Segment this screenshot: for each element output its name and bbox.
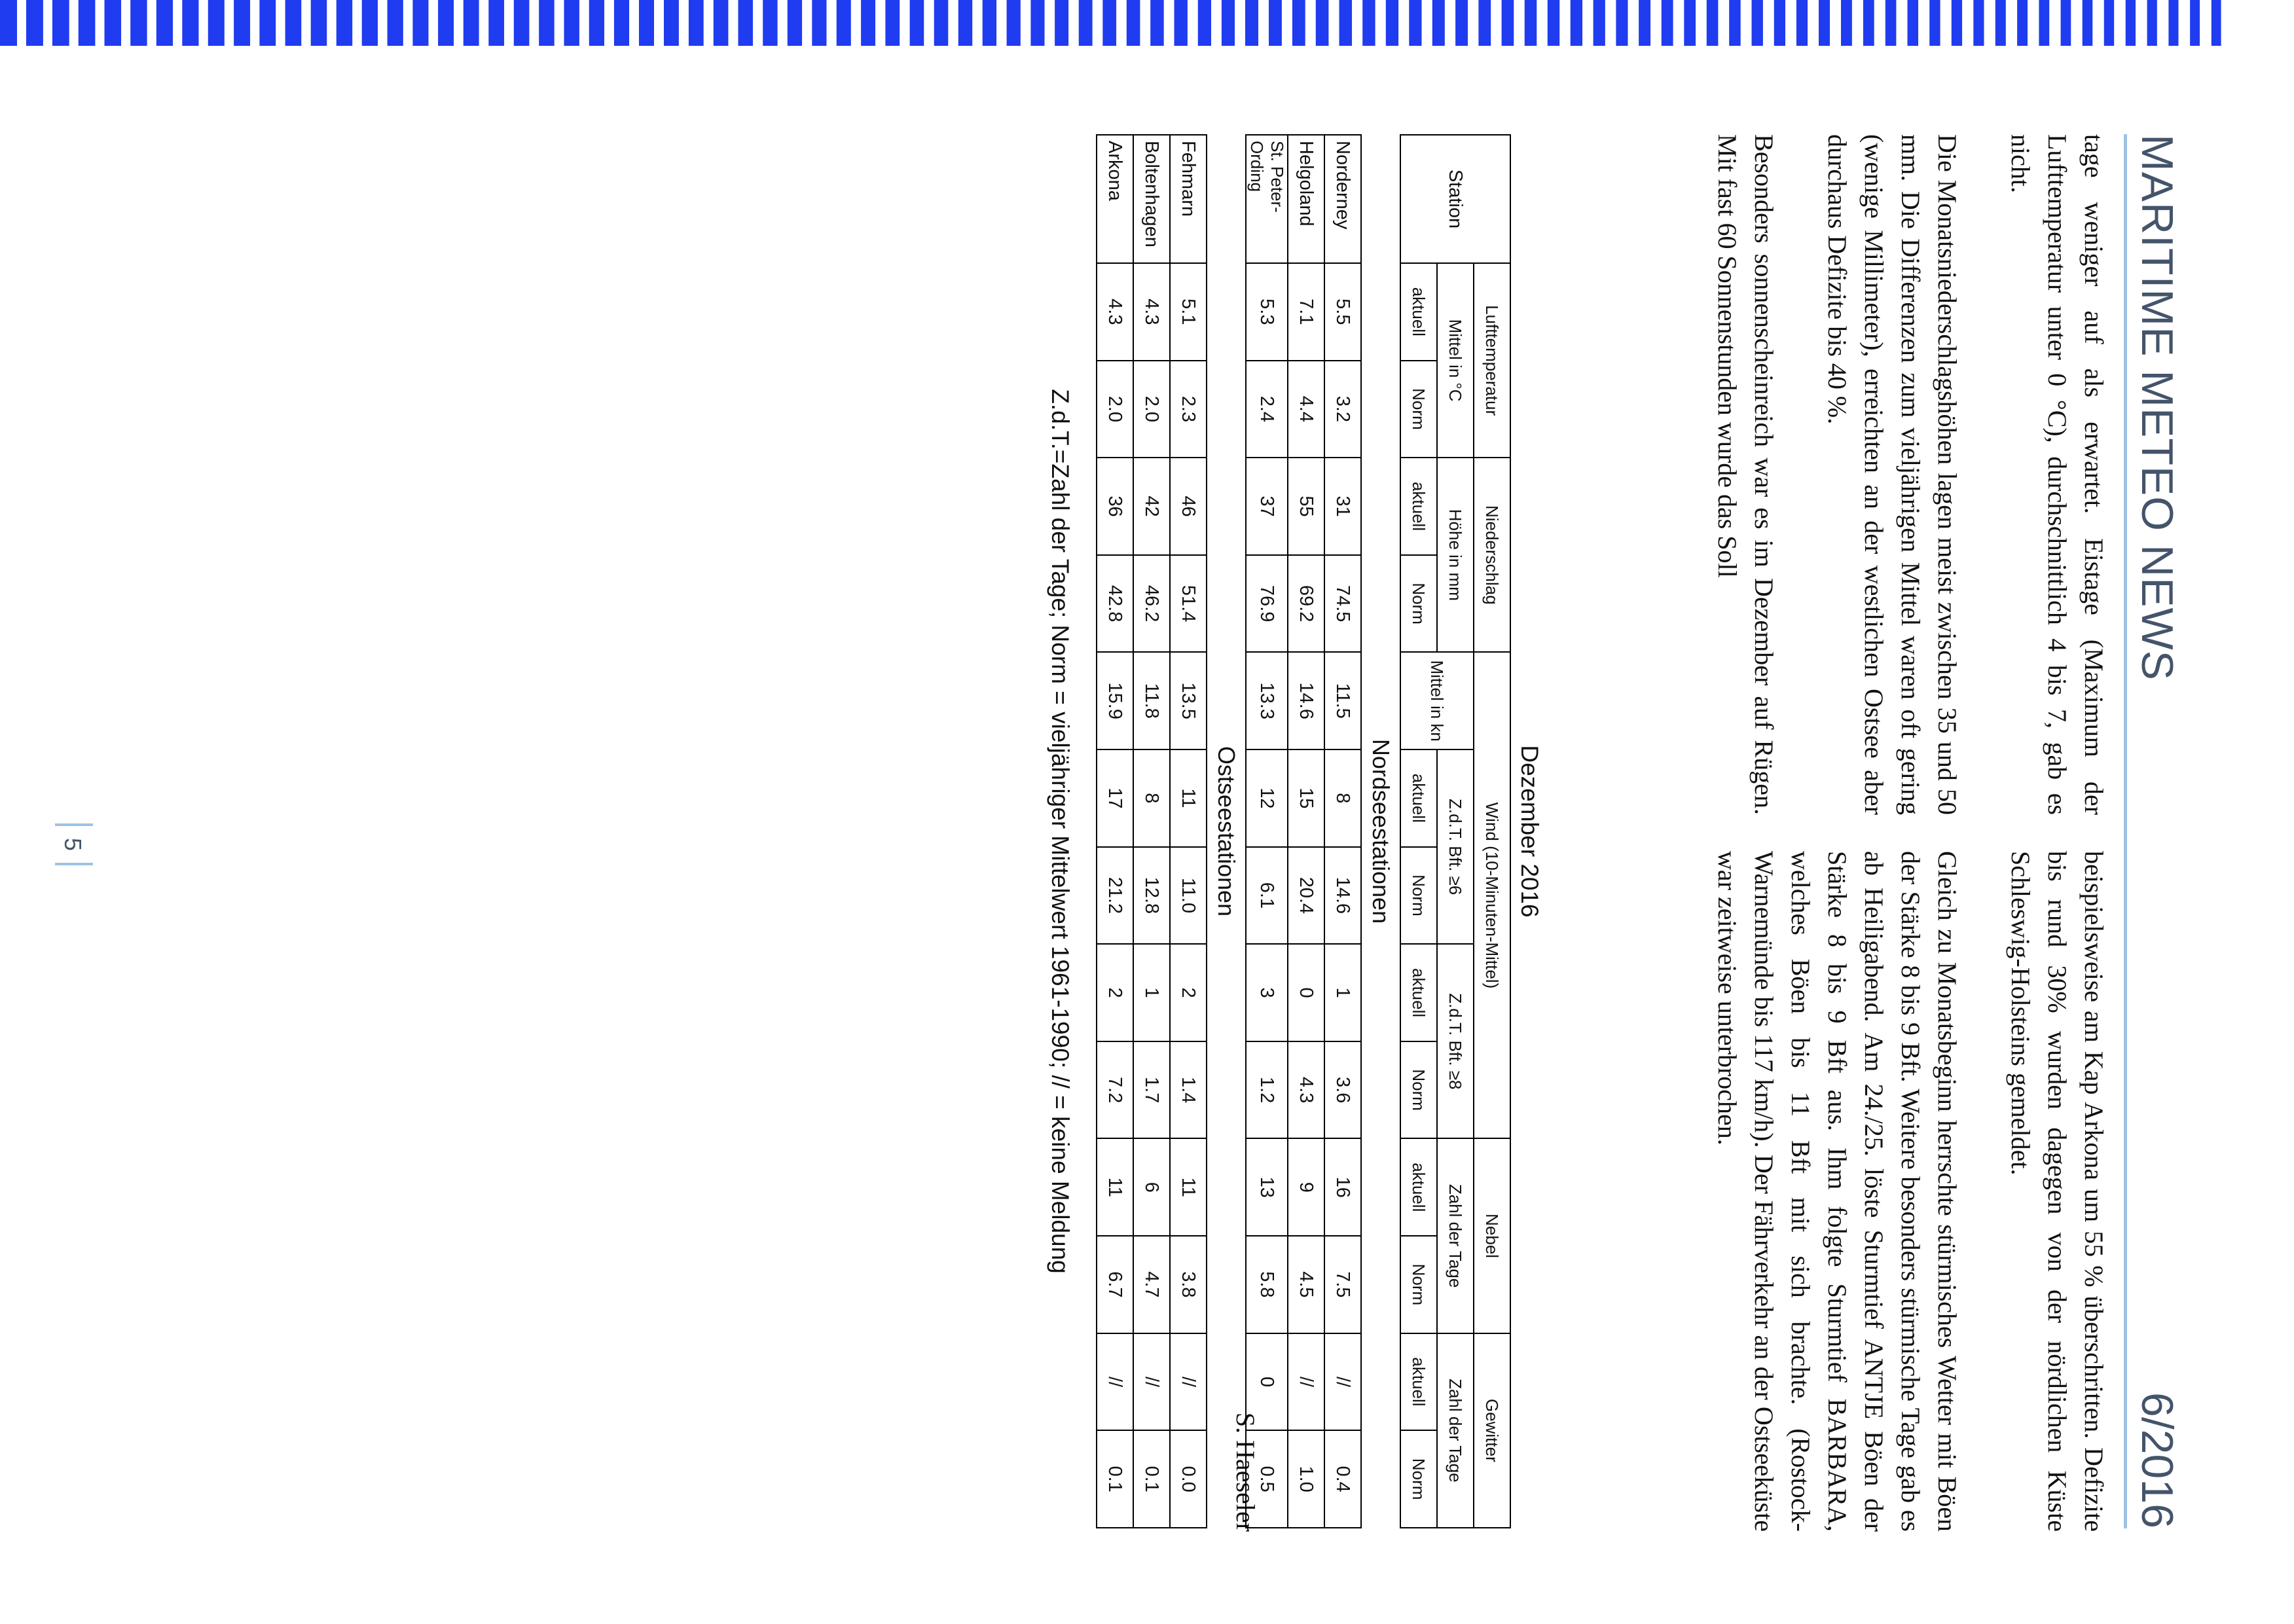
- table-cell: 2: [1097, 944, 1133, 1041]
- table-cell: 1.4: [1170, 1041, 1207, 1139]
- precip-height-header: Höhe in mm: [1437, 458, 1474, 652]
- table-cell: 0: [1288, 944, 1324, 1041]
- norm-header: Norm: [1400, 1430, 1437, 1528]
- table-cell: 2.4: [1246, 361, 1288, 458]
- header-rule: [2124, 134, 2127, 1528]
- table-row: [1324, 135, 1361, 1528]
- actual-header: aktuell: [1400, 1333, 1437, 1431]
- table-cell: 5.3: [1246, 263, 1288, 361]
- table-cell: 51.4: [1170, 555, 1207, 653]
- table-cell: 4.4: [1288, 361, 1324, 458]
- table-cell: //: [1133, 1333, 1170, 1431]
- table-cell: //: [1324, 1333, 1361, 1431]
- station-name: Boltenhagen: [1133, 135, 1170, 263]
- table-footnote: Z.d.T.=Zahl der Tage; Norm = vieljähriger Mittelwert 1961-1990; // = keine Meldung: [1047, 389, 1074, 1274]
- station-name: St. Peter-Ording: [1246, 135, 1288, 263]
- author-signature: S. Haeseler: [1231, 1412, 1260, 1532]
- table-cell: 1.2: [1246, 1041, 1288, 1139]
- table-cell: 2.3: [1170, 361, 1207, 458]
- fog-days-header: Zahl der Tage: [1437, 1138, 1474, 1333]
- precip-header: Niederschlag: [1474, 458, 1510, 652]
- table-cell: 11: [1097, 1138, 1133, 1236]
- issue-number: 6/2016: [2132, 1392, 2182, 1528]
- table-cell: 5.5: [1324, 263, 1361, 361]
- table-cell: 12: [1246, 749, 1288, 847]
- table-cell: 6.7: [1097, 1236, 1133, 1333]
- temp-header: Lufttemperatur: [1474, 263, 1510, 458]
- norm-header: Norm: [1400, 1041, 1437, 1139]
- table-cell: 6: [1133, 1138, 1170, 1236]
- table-cell: 36: [1097, 458, 1133, 555]
- table-cell: 14.6: [1288, 652, 1324, 749]
- table-cell: //: [1097, 1333, 1133, 1431]
- table-cell: 0: [1246, 1333, 1288, 1431]
- table-cell: 12.8: [1133, 847, 1170, 945]
- newsletter-title: MARITIME METEO NEWS: [2132, 134, 2182, 681]
- thunder-header: Gewitter: [1474, 1333, 1510, 1528]
- table-row: [1170, 135, 1207, 1528]
- table-cell: 46: [1170, 458, 1207, 555]
- actual-header: aktuell: [1400, 263, 1437, 361]
- station-header: Station: [1400, 135, 1510, 263]
- norm-header: Norm: [1400, 361, 1437, 458]
- actual-header: aktuell: [1400, 1138, 1437, 1236]
- actual-header: aktuell: [1400, 458, 1437, 555]
- table-cell: 2: [1170, 944, 1207, 1041]
- table-cell: 2.0: [1097, 361, 1133, 458]
- table-cell: 4.5: [1288, 1236, 1324, 1333]
- table-row: [1097, 135, 1133, 1528]
- table-cell: 4.3: [1133, 263, 1170, 361]
- page-number-text: 5: [60, 837, 86, 852]
- actual-header: aktuell: [1400, 944, 1437, 1041]
- table-cell: 46.2: [1133, 555, 1170, 653]
- station-name: Helgoland: [1288, 135, 1324, 263]
- paragraph: Die Monatsniederschlagshöhen lagen meist zwischen 35 und 50 mm. Die Differenzen zum vieljährigen Mittel waren oft gering (wenige Millimeter), erreichten an der westlichen Ostsee aber durchaus Defizite bis 40 %.: [1823, 134, 1962, 815]
- table-cell: 11: [1170, 749, 1207, 847]
- actual-header: aktuell: [1400, 749, 1437, 847]
- table-cell: 21.2: [1097, 847, 1133, 945]
- station-name: Norderney: [1324, 135, 1361, 263]
- table-cell: 1: [1324, 944, 1361, 1041]
- table-cell: 0.1: [1097, 1430, 1133, 1528]
- fog-header: Nebel: [1474, 1138, 1510, 1333]
- paragraph: beispielsweise am Kap Arkona um 55 % überschritten. Defizite bis rund 30% wurden dagegen von der nördlichen Küste Schleswig-Holsteins gemeldet.: [2006, 851, 2109, 1532]
- table-cell: 74.5: [1324, 555, 1361, 653]
- table-cell: 9: [1288, 1138, 1324, 1236]
- table-cell: 2.0: [1133, 361, 1170, 458]
- station-name: Arkona: [1097, 135, 1133, 263]
- table-cell: 1.0: [1288, 1430, 1324, 1528]
- table-cell: 7.2: [1097, 1041, 1133, 1139]
- table-cell: 6.1: [1246, 847, 1288, 945]
- table-cell: 15: [1288, 749, 1324, 847]
- table-cell: 4.3: [1097, 263, 1133, 361]
- table-cell: 31: [1324, 458, 1361, 555]
- left-text-column: [1709, 134, 2112, 815]
- table-cell: 3.2: [1324, 361, 1361, 458]
- table-cell: 11.0: [1170, 847, 1207, 945]
- norm-header: Norm: [1400, 847, 1437, 945]
- table-cell: 13.3: [1246, 652, 1288, 749]
- table-cell: 11: [1170, 1138, 1207, 1236]
- temp-mean-header: Mittel in °C: [1437, 263, 1474, 458]
- table-cell: 0.4: [1324, 1430, 1361, 1528]
- page-number-bracket: [55, 823, 93, 826]
- table-cell: 16: [1324, 1138, 1361, 1236]
- wind-bft6-header: Z.d.T. Bft. ≥6: [1437, 749, 1474, 944]
- table-cell: 8: [1324, 749, 1361, 847]
- table-cell: 76.9: [1246, 555, 1288, 653]
- wind-bft8-header: Z.d.T. Bft. ≥8: [1437, 944, 1474, 1138]
- table-cell: //: [1170, 1333, 1207, 1431]
- table-cell: 11.5: [1324, 652, 1361, 749]
- table-cell: 14.6: [1324, 847, 1361, 945]
- page-number-bracket: [55, 863, 93, 865]
- table-cell: 20.4: [1288, 847, 1324, 945]
- table-cell: 42.8: [1097, 555, 1133, 653]
- table-cell: 7.5: [1324, 1236, 1361, 1333]
- table-cell: 3.8: [1170, 1236, 1207, 1333]
- paragraph: Gleich zu Monatsbeginn herrschte stürmisches Wetter mit Böen der Stärke 8 bis 9 Bft. Weitere besonders stürmische Tage gab es ab Heiligabend. Am 24./25. löste Sturmtief ANTJE Böen der Stärke 8 bis 9 Bft aus. Ihm folgte Sturmtief BARBARA, welches Böen bis 11 Bft mit sich brachte. (Rostock-Warnemünde bis 117 km/h). Der Fährverkehr an der Ostseeküste war zeitweise unterbrochen.: [1713, 851, 1962, 1532]
- table-cell: 0.5: [1246, 1430, 1288, 1528]
- table-row: [1246, 135, 1288, 1528]
- wind-mean-header: Mittel in kn: [1400, 652, 1474, 749]
- table-cell: 4.3: [1288, 1041, 1324, 1139]
- table-cell: 17: [1097, 749, 1133, 847]
- wind-header: Wind (10-Minuten-Mittel): [1474, 652, 1510, 1138]
- table-cell: 37: [1246, 458, 1288, 555]
- page-number: [59, 818, 86, 871]
- table-row: [1288, 135, 1324, 1528]
- table-cell: 3.6: [1324, 1041, 1361, 1139]
- paragraph: tage weniger auf als erwartet. Eistage (Maximum der Lufttemperatur unter 0 °C), durchschnittlich 4 bis 7, gab es nicht.: [2006, 134, 2109, 815]
- table-cell: 5.1: [1170, 263, 1207, 361]
- table-cell: 13: [1246, 1138, 1288, 1236]
- table-cell: 1: [1133, 944, 1170, 1041]
- norm-header: Norm: [1400, 1236, 1437, 1333]
- norm-header: Norm: [1400, 555, 1437, 653]
- table-cell: 42: [1133, 458, 1170, 555]
- table-row: [1133, 135, 1170, 1528]
- table-cell: 0.0: [1170, 1430, 1207, 1528]
- page-header: [2130, 134, 2202, 1528]
- section-north-label: Nordseestationen: [1361, 135, 1400, 1528]
- table-cell: 11.8: [1133, 652, 1170, 749]
- table-cell: 13.5: [1170, 652, 1207, 749]
- thunder-days-header: Zahl der Tage: [1437, 1333, 1474, 1528]
- paragraph: Besonders sonnenscheinreich war es im Dezember auf Rügen. Mit fast 60 Sonnenstunden wurde das Soll: [1713, 134, 1779, 815]
- table-caption: Dezember 2016: [1516, 745, 1543, 918]
- table-cell: 3: [1246, 944, 1288, 1041]
- table-cell: 15.9: [1097, 652, 1133, 749]
- table-cell: //: [1288, 1333, 1324, 1431]
- table-cell: 7.1: [1288, 263, 1324, 361]
- table-cell: 4.7: [1133, 1236, 1170, 1333]
- table-cell: 0.1: [1133, 1430, 1170, 1528]
- station-name: Fehmarn: [1170, 135, 1207, 263]
- table-cell: 69.2: [1288, 555, 1324, 653]
- table-cell: 1.7: [1133, 1041, 1170, 1139]
- climate-table: [1096, 134, 1511, 1528]
- table-cell: 55: [1288, 458, 1324, 555]
- climate-table-block: [1046, 134, 1548, 1528]
- section-baltic-label: Ostseestationen: [1207, 135, 1246, 1528]
- table-cell: 8: [1133, 749, 1170, 847]
- table-cell: 5.8: [1246, 1236, 1288, 1333]
